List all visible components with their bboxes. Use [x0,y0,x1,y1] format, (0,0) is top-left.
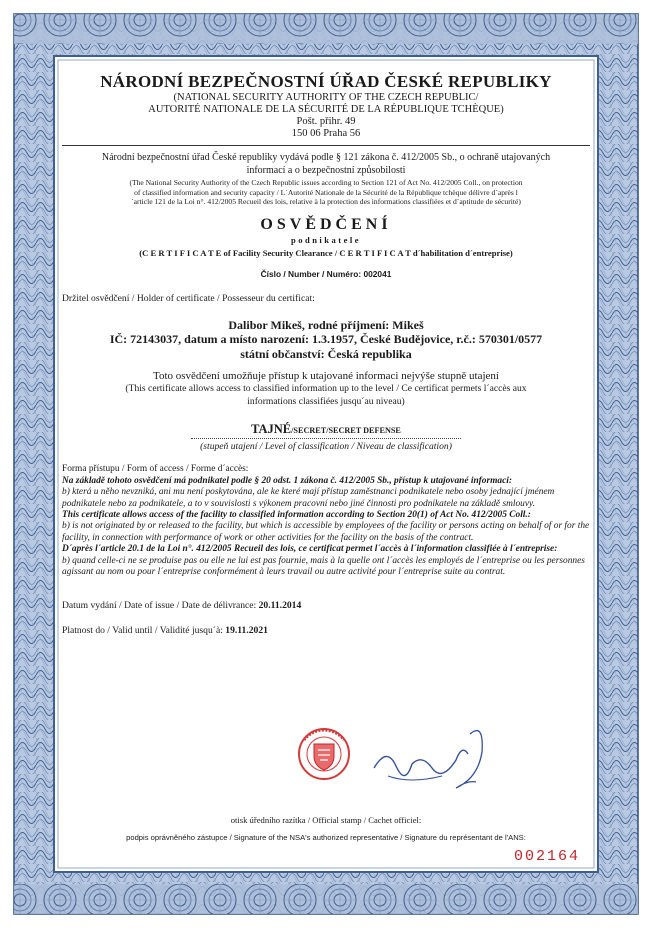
signature [374,731,482,788]
date-of-issue-label: Datum vydání / Date of issue / Date de délivrance: [62,600,259,612]
certificate-translation-c: C E R T I F I C A T [339,247,411,258]
certificate-number-value: 002041 [363,268,392,279]
certificate-number-label: Číslo / Number / Numéro: [260,268,364,279]
intro-translation-3: ´article 121 de la Loi n°. 412/2005 Recueil des lois, relative à la protection des informations classifiées et d´aptitude de sécurité) [131,197,521,207]
form-fr-heading: D´après l´article 20.1 de la Loi n°. 412/2005 Recueil des lois, ce certificat permet l´accès à l´information classifiée à l´entreprise: [62,544,558,555]
issuer-title: NÁRODNÍ BEZPEČNOSTNÍ ÚŘAD ČESKÉ REPUBLIKY [100,72,552,91]
official-stamp [299,729,349,779]
certificate-title: OSVĚDČENÍ [260,215,392,233]
classification-dotted-line [191,438,461,439]
access-translation-2: informations classifiées jusqu´au niveau) [247,395,405,407]
issuer-address-city: 150 06 Praha 56 [291,128,361,139]
holder-label: Držitel osvědčení / Holder of certificate / Possesseur du certificat: [62,292,315,304]
header-divider [62,145,590,146]
classification-level-translation: /SECRET/SECRET DEFENSE [291,426,401,436]
date-of-issue-value: 20.11.2014 [258,600,302,612]
holder-details: IČ: 72143037, datum a místo narození: 1.3.1957, České Budějovice, r.č.: 570301/0577 [109,332,543,347]
date-of-issue [62,600,590,611]
certificate-translation-a: (C E R T I F I C A T E [139,247,222,258]
access-translation-1: (This certificate allows access to classified information up to the level / Ce certificat permets l´accès aux [125,383,527,395]
form-of-access [62,464,590,578]
certificate-subtitle: podnikatele [290,234,361,245]
holder-name: Dalibor Mikeš, rodné příjmení: Mikeš [228,317,424,332]
form-fr-text: b) quand celle-ci ne se produise pas ou elle ne lui est pas fournie, mais à la quelle ont l´accès les employés de l´entreprise ou les personnes agissant au nom ou pour l´entreprise conformément à leurs travail ou autre activité pour l´entreprise suite au contrat. [62,555,585,577]
classification-level [62,422,590,437]
classification-caption: (stupeň utajení / Level of classification / Niveau de classification) [200,441,452,453]
certificate-translation-d: d´habilitation d´entreprise) [410,247,513,258]
access-statement: Toto osvědčení umožňuje přístup k utajované informaci nejvýše stupně utajení [153,370,499,383]
certificate-body [62,64,590,864]
form-en-text: b) is not originated by or released to the facility, but which is accessible by employees of the facility or persons acting on behalf of or for the facility, in connection with performance of work or other activities for the facility on the basis of the contract. [62,521,590,543]
valid-until-label: Platnost do / Valid until / Validité jusqu´à: [62,625,226,637]
intro-line-1: Národní bezpečnostní úřad České republiky vydává podle § 121 zákona č. 412/2005 Sb., o ochraně utajovaných [101,152,551,163]
certificate-translation-b: of Facility Security Clearance / [221,247,340,258]
form-cz-heading: Na základě tohoto osvědčení má podnikatel podle § 20 odst. 1 zákona č. 412/2005 Sb., přístup k utajované informaci: [62,475,513,486]
form-en-heading: This certificate allows access of the facility to classified information according to Section 20(1) of Act No. 412/2005 Coll.: [62,509,531,520]
issuer-name-fr: AUTORITÉ NATIONALE DE LA SÉCURITÉ DE LA RÉPUBLIQUE TCHÈQUE) [148,104,504,115]
holder-citizenship: státní občanství: Česká republika [240,346,412,361]
intro-line-2: informací a o bezpečnostní způsobilosti [246,165,406,176]
form-cz-text: b) která u něho nevzniká, ani mu není poskytována, ale ke které mají přístup zaměstnanci podnikatele nebo osoby jednající jménem podnikatele nebo za podnikatele, a to v souvislosti s výkonem pracovní nebo jiné činnosti pro podnikatele na základě smlouvy. [62,487,555,509]
certificate-translation [62,248,590,258]
valid-until-value: 19.11.2021 [225,625,268,637]
stamp-and-signature [292,724,522,824]
certificate-number [62,269,590,279]
intro-translation-1: (The National Security Authority of the Czech Republic issues according to Section 121 of Act No. 412/2005 Coll., on protection [129,178,523,187]
stamp-caption: otisk úředního razítka / Official stamp / Cachet officiel: [230,815,422,825]
issuer-address-box: Pošt. přihr. 49 [296,116,356,127]
intro-translation-2: of classified information and security capacity / L´Autorité Nationale de la Sécurité de la République tchèque délivre d´après l [134,187,518,197]
form-label: Forma přístupu / Form of access / Forme d´accès: [62,464,249,475]
signature-caption: podpis oprávněného zástupce / Signature of the NSA's authorized representative / Signature du représentant de l'ANS: [126,833,526,842]
issuer-name-en: (NATIONAL SECURITY AUTHORITY OF THE CZECH REPUBLIC/ [173,92,479,103]
classification-level-main: TAJNÉ [251,422,292,437]
serial-number: 002164 [514,848,581,865]
valid-until [62,625,590,636]
